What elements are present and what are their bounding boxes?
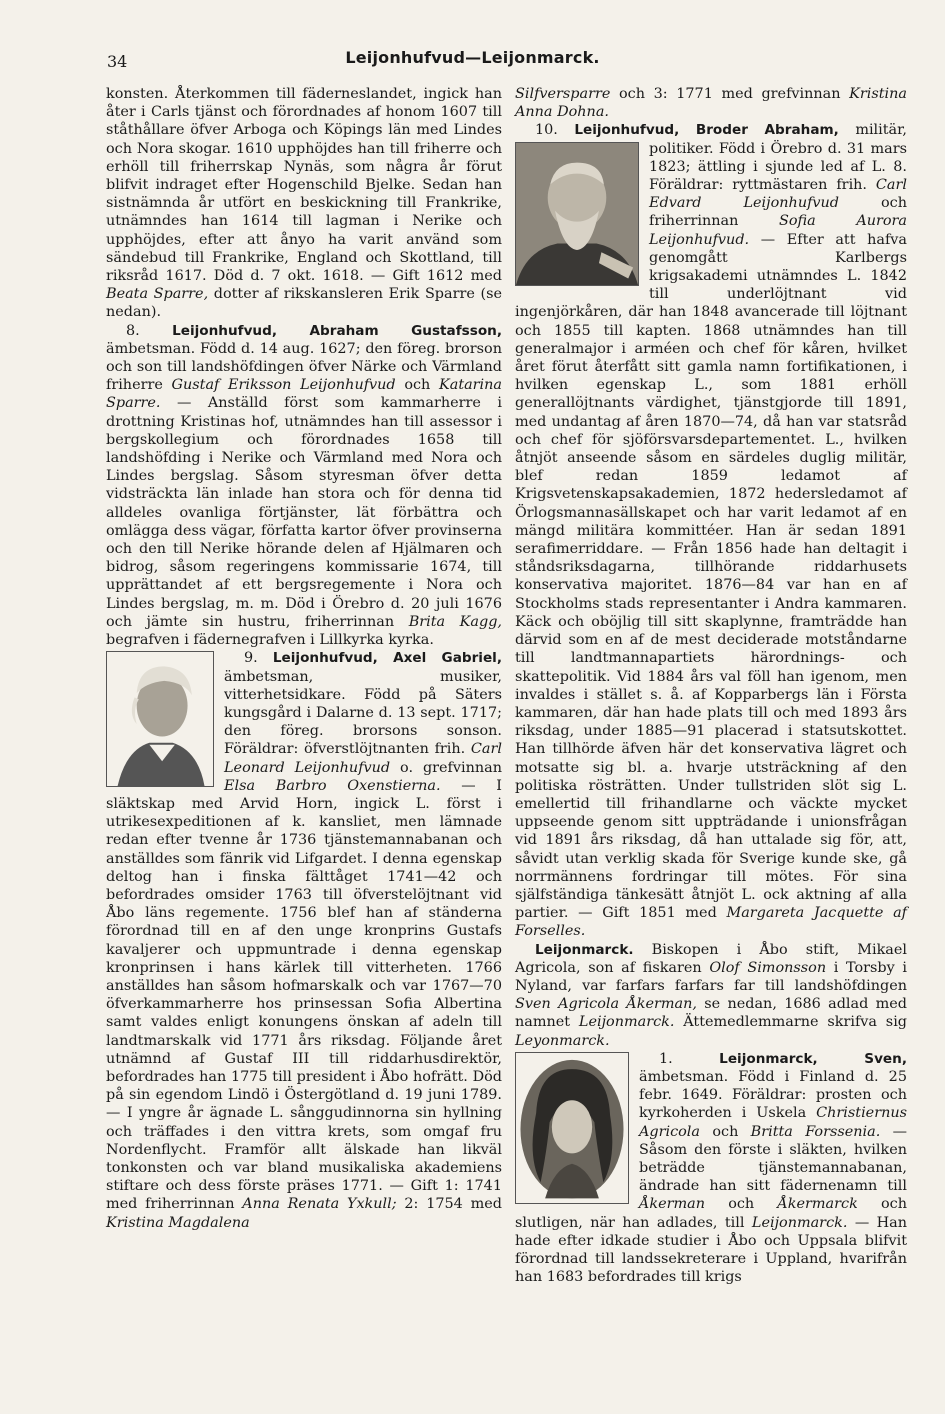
- entry-leijonmarck-1: 1. Leijonmarck, Sven, ämbetsman. Född i Finland d. 25 febr. 1649. Föräldrar: prosten och kyrkoherden i Uskela Christiernus Agricola och Britta Forssenia. — Såsom den förste i släkten, hvilken beträdde tjänstemannabanan, ändrade han sitt fädernenamn till Åkerman och Åkermarck och slutligen, när han adlades, till Leijonmarck. — Han hade efter idkade studier i Åbo och Uppsala blifvit förordnad till landssekreterare i Uppland, hvarifrån han 1683 befordrades till krigs: [515, 1050, 908, 1286]
- portrait-broder-abraham: [515, 142, 639, 286]
- portrait-engraving-icon: [107, 652, 213, 786]
- left-column: [106, 85, 502, 1232]
- page-number: 34: [107, 52, 128, 71]
- right-column: [515, 85, 907, 1286]
- portrait-oval-icon: [516, 1053, 628, 1203]
- entry-8: 8. Leijonhufvud, Abraham Gustafsson, ämbetsman. Född d. 14 aug. 1627; den föreg. brorson och son till landshöfdingen öfver Närke och Värmland friherre Gustaf Eriksson Leijonhufvud och Katarina Sparre. — Anställd först som kammarherre i drottning Kristinas hof, utnämndes han till assessor i bergskollegium och förordnades 1658 till landshöfding i Nerike och Värmland med Nora och Lindes bergslag. Såsom styresman öfver detta vidsträckta län inlade han stora och för denna tid alldeles ovanliga förtjänster, lät förbättra och omlägga dess vägar, författa kartor öfver provinserna och den till Nerike hörande delen af Hjälmaren och bidrog, såsom regeringens kommissarie 1674, till upprättandet af ett bergsregemente i Nora och Lindes bergslag, m. m. Död i Örebro d. 20 juli 1676 och jämte sin hustru, friherrinnan Brita Kagg, begrafven i fädernegrafven i Lillkyrka kyrka.: [106, 322, 503, 649]
- entry-10-heading: Leijonhufvud, Broder Abraham,: [574, 122, 839, 139]
- portrait-sven-leijonmarck: [515, 1052, 629, 1204]
- entry-9: 9. Leijonhufvud, Axel Gabriel, ämbetsman, musiker, vitterhetsidkare. Född på Säters kungsgård i Dalarne d. 13 sept. 1717; den föreg. brorsons sonson. Föräldrar: öfverstlöjtnanten frih. Carl Leonard Leijonhufvud o. grefvinnan Elsa Barbro Oxenstierna. — I släktskap med Arvid Horn, ingick L. först i utrikesexpeditionen af k. kansliet, men lämnade redan efter tvenne år 1736 tjänstemannabanan och anställdes som fänrik vid Lifgardet. I denna egenskap deltog han i finska fälttåget 1741—42 och befordrades omsider 1763 till öfverstelöjtnant vid Åbo läns regemente. 1756 blef han af ständerna förordnad till en af den unge kronprins Gustafs kavaljerer och uppmuntrade i denna egenskap kronprinsen i hans kärlek till vitterheten. 1766 anställdes han såsom hofmarskalk och var 1767—70 öfverkammarherre hos prinsessan Sofia Albertina samt valdes enligt konungens önskan af adeln till landtmarskalk vid 1771 års riksdag. Följande året utnämnd af Gustaf III till riddarhusdirektör, befordrades han 1775 till president i Åbo hofrätt. Död på sin egendom Lindö i Östergötland d. 19 juni 1789. — I yngre år ägnade L. sånggudinnorna sin hyllning och träffades i den vittra krets, som omgaf fru Nordenflycht. Framför allt älskade han likväl tonkonsten och var bland musikaliska akademiens stiftare och dess förste präses 1771. — Gift 1: 1741 med friherrinnan Anna Renata Yxkull; 2: 1754 med Kristina Magdalena: [106, 650, 503, 1231]
- running-head: Leijonhufvud—Leijonmarck.: [345, 48, 600, 67]
- entry-7-continuation: konsten. Återkommen till fäderneslandet, ingick han åter i Carls tjänst och förordnades af honom 1607 till ståthållare öfver Arboga och Köpings län med Lindes och Nora skogar. 1610 upphöjdes han till friherre och erhöll till friherrskap Nynäs, som några år förut blifvit indraget efter Hogenschild Bjelke. Sedan han sistnämnda år utfört en beskickning till Frankrike, utnämndes han 1614 till lagman i Nerike och upphöjdes, efter att ånyo ha varit använd som sändebud till Frankrike, England och Skottland, till riksråd 1617. Död d. 7 okt. 1618. — Gift 1612 med Beata Sparre, dotter af rikskansleren Erik Sparre (se nedan).: [106, 86, 502, 321]
- portrait-axel-gabriel: [106, 651, 214, 787]
- portrait-photograph-icon: [516, 143, 638, 285]
- leijonmarck-family-intro: Leijonmarck. Biskopen i Åbo stift, Mikael Agricola, son af fiskaren Olof Simonsson i Torsby i Nyland, var farfars farfars far till landshöfdingen Sven Agricola Åkerman, se nedan, 1686 adlad med namnet Leijonmarck. Ättemedlemmarne skrifva sig Leyonmarck.: [515, 941, 908, 1049]
- entry-9-heading: Leijonhufvud, Axel Gabriel,: [272, 650, 503, 667]
- entry-8-heading: Leijonhufvud, Abraham Gustafsson,: [172, 322, 503, 339]
- entry-leijonmarck-1-heading: Leijonmarck, Sven,: [719, 1050, 907, 1067]
- entry-9-continuation: Silfversparre och 3: 1771 med grefvinnan Kristina Anna Dohna.: [515, 86, 907, 121]
- leijonmarck-heading: Leijonmarck.: [535, 941, 634, 958]
- entry-10: 10. Leijonhufvud, Broder Abraham, militär, politiker. Född i Örebro d. 31 mars 1823; ättling i sjunde led af L. 8. Föräldrar: ryttmästaren frih. Carl Edvard Leijonhufvud och friherrinnan Sofia Aurora Leijonhufvud. — Efter att hafva genomgått Karlbergs krigsakademi utnämndes L. 1842 till underlöjtnant vid ingenjörkåren, där han 1848 avancerade till löjtnant och 1855 till kapten. 1868 utnämndes han till generalmajor i arméen och chef för kåren, hvilket året förut återfått sitt gamla namn fortifikationen, i hvilken egenskap L., som 1881 erhöll generallöjtnants värdighet, tjänstgjorde till 1891, med undantag af åren 1870—74, då han var statsråd och chef för sjöförsvarsdepartementet. L., hvilken åtnjöt anseende såsom en särdeles duglig militär, blef redan 1859 ledamot af Krigsvetenskapsakademien, 1872 hedersledamot af Örlogsmannasällskapet och har varit ledamot af en mängd militära kommittéer. Han är sedan 1891 serafimerriddare. — Från 1856 hade han deltagit i ståndsriksdagarna, tillhörande riddarhusets konservativa majoritet. 1876—84 var han en af Stockholms stads representanter i Andra kammaren. Käck och oböjlig till sitt skaplynne, framträdde han därvid som en af de mest deciderade motståndarne till landtmannapartiets härordnings- och skattepolitik. Vid 1884 års val föll han igenom, men invaldes i stället s. å. af Kopparbergs län i Första kammaren, där han hade plats till och med 1893 års riksdag, under 1885—91 placerad i statsutskottet. Han tillhörde äfven här det konservativa lägret och motsatte sig bl. a. hvarje utsträckning af den politiska rösträtten. Under tullstriden slöt sig L. emellertid till frihandlarne och väckte mycket uppseende genom sitt uppträdande i unionsfrågan vid 1891 års riksdag, då han uttalade sig för, att, såvidt utan verklig skada för Sverige kunde ske, gå norrmännens fordringar till mötes. För sina själfständiga tänkesätt åtnjöt L. ock aktning af alla partier. — Gift 1851 med Margareta Jacquette af Forselles.: [515, 122, 907, 940]
